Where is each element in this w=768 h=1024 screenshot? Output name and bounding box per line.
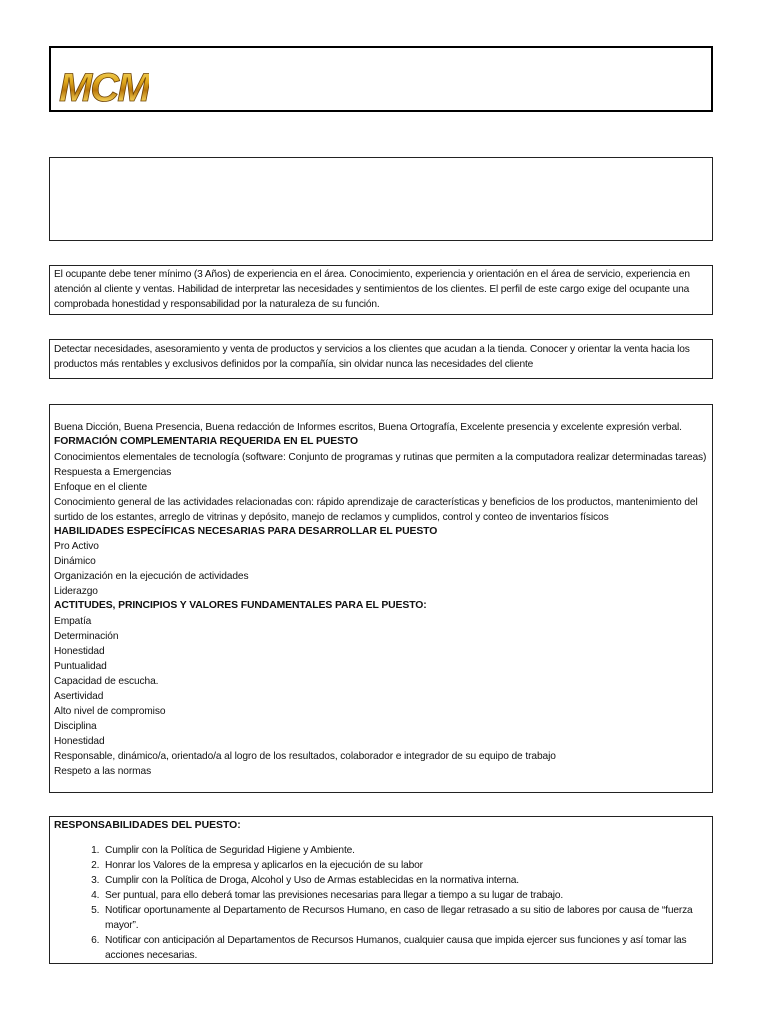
responsibility-item: 3. Cumplir con la Política de Droga, Alcohol y Uso de Armas establecidas en la normativa interna. (102, 873, 708, 888)
responsibility-item: 6. Notificar con anticipación al Departamentos de Recursos Humanos, cualquier causa que impida ejercer sus funciones y así tomar las acciones necesarias. (102, 933, 708, 963)
experience-text: El ocupante debe tener mínimo (3 Años) de experiencia en el área. Conocimiento, experiencia y orientación en el área de servicio, experiencia en atención al cliente y ventas. Habilidad de interpretar las necesidades y sentimientos de los clientes. El perfil de este cargo exige del ocupante una comprobada honestidad y responsabilidad por la naturaleza de su función. (54, 269, 690, 310)
responsibility-item: 5. Notificar oportunamente al Departamento de Recursos Humano, en caso de llegar retrasado a su sitio de labores por causa de “fuerza mayor”. (102, 903, 708, 933)
ability-item: Liderazgo (54, 586, 98, 598)
ability-item: Organización en la ejecución de actividades (54, 571, 249, 583)
svg-text:MCM: MCM (59, 66, 149, 107)
formation-item: Enfoque en el cliente (54, 481, 148, 493)
responsibility-item: 4. Ser puntual, para ello deberá tomar las previsiones necesarias para llegar a tiempo a su lugar de trabajo. (102, 888, 708, 903)
value-item: Puntualidad (54, 660, 107, 672)
responsibilities-list (54, 843, 708, 963)
ability-item: Dinámico (54, 556, 96, 568)
function-box (49, 339, 713, 379)
value-item: Honestidad (54, 735, 105, 747)
responsibility-item: 1. Cumplir con la Política de Seguridad Higiene y Ambiente. (102, 843, 708, 858)
responsibility-item: 2. Honrar los Valores de la empresa y aplicarlos en la ejecución de su labor (102, 858, 708, 873)
value-item: Asertividad (54, 690, 104, 702)
function-text: Detectar necesidades, asesoramiento y venta de productos y servicios a los clientes que acudan a la tienda. Conocer y orientar la venta hacia los productos más rentables y exclusivos definidos por la compañía, sin olvidar nunca las necesidades del cliente (54, 344, 690, 370)
value-item: Honestidad (54, 645, 105, 657)
blank-box (49, 157, 713, 241)
value-item: Disciplina (54, 720, 97, 732)
values-heading: ACTITUDES, PRINCIPIOS Y VALORES FUNDAMENTALES PARA EL PUESTO: (54, 600, 427, 612)
value-item: Empatía (54, 615, 92, 627)
ability-item: Pro Activo (54, 541, 99, 553)
company-logo (57, 63, 149, 107)
value-item: Capacidad de escucha. (54, 675, 159, 687)
responsibilities-box (49, 816, 713, 964)
formation-item: Conocimiento general de las actividades relacionadas con: rápido aprendizaje de características y beneficios de los productos, mantenimiento del surtido de los estantes, arreglo de vitrinas y depósito, manejo de reclamos y cumplidos, control y conteo de inventarios físicos (54, 496, 698, 523)
formation-item: Conocimientos elementales de tecnología (software: Conjunto de programas y rutinas que permiten a la computadora realizar determinadas tareas) (54, 451, 707, 463)
skills-box (49, 404, 713, 793)
formation-heading: FORMACIÓN COMPLEMENTARIA REQUERIDA EN EL PUESTO (54, 436, 358, 447)
abilities-heading: HABILIDADES ESPECÍFICAS NECESARIAS PARA DESARROLLAR EL PUESTO (54, 525, 438, 537)
experience-box (49, 265, 713, 315)
value-item: Responsable, dinámico/a, orientado/a al logro de los resultados, colaborador e integrador de su equipo de trabajo (54, 750, 556, 762)
value-item: Respeto a las normas (54, 765, 152, 777)
value-item: Alto nivel de compromiso (54, 705, 166, 717)
header-box (49, 46, 713, 112)
value-item: Determinación (54, 630, 119, 642)
responsibilities-heading: RESPONSABILIDADES DEL PUESTO: (54, 820, 241, 831)
formation-item: Respuesta a Emergencias (54, 466, 172, 478)
skills-intro: Buena Dicción, Buena Presencia, Buena redacción de Informes escritos, Buena Ortografía, Excelente presencia y excelente expresión verbal. (54, 422, 682, 433)
